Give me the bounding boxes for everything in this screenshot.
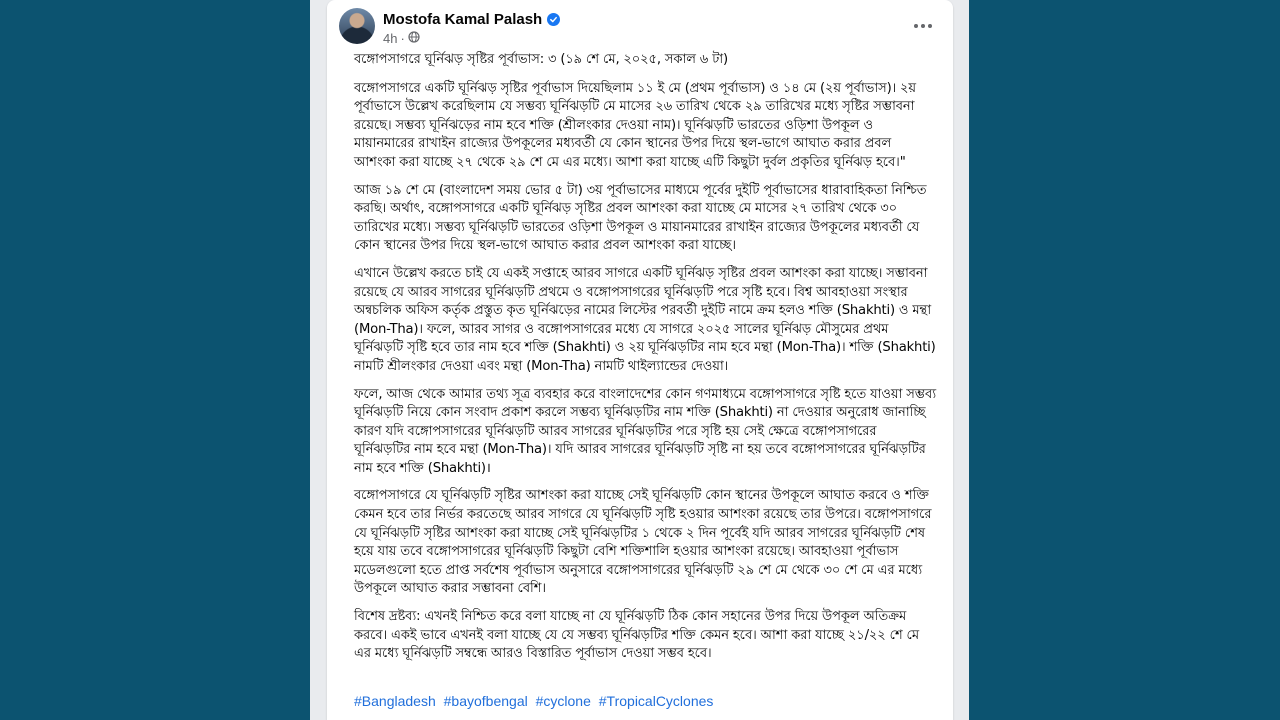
hashtag-link[interactable]: #bayofbengal xyxy=(443,693,528,709)
post-paragraph: আজ ১৯ শে মে (বাংলাদেশ সময় ভোর ৫ টা) ৩য় পূর্বাভাসের মাধ্যমে পূর্বের দুইটি পূর্বাভাসের ধারাবাহিকতা নিশ্চিত করছি। অর্থাৎ, বঙ্গোপসাগরে একটি ঘূর্নিঝড় সৃষ্টির প্রবল আশংকা করা যাচ্ছে মে মাসের ২৭ তারিখ থেকে ৩০ তারিখের মধ্যে। সম্ভব্য ঘূর্নিঝড়টি ভারতের ওড়িশা উপকূল ও মায়ানমারের রাখাইন রাজ্যের উপকূলের মধ্যবর্তী যে কোন স্থানের উপর দিয়ে স্থল-ভাগে আঘাত করার প্রবল আশংকা করা যাচ্ছে। xyxy=(354,182,927,254)
post-paragraph: বঙ্গোপসাগরে একটি ঘূর্নিঝড় সৃষ্টির পূর্বাভাস দিয়েছিলাম ১১ ই মে (প্রথম পূর্বাভাস) ও ১৪ মে (২য় পূর্বাভাস)। ২য় পূর্বাভাসে উল্লেখ করেছিলাম যে সম্ভব্য ঘূর্নিঝড়টি মে মাসের ২৬ তারিখ থেকে ২৯ তারিখের মধ্যে সৃষ্টির সম্ভাবনা রয়েছে। সম্ভব্য ঘূর্নিঝড়ের নাম হবে শক্তি (শ্রীলংকার দেওয়া নাম)। ঘূর্নিঝড়টি ভারতের ওড়িশা উপকূল ও মায়ানমারের রাখাইন রাজ্যের উপকূলের মধ্যবর্তী যে কোন স্থানের উপর দিয়ে স্থল-ভাগে আঘাত করার প্রবল আশংকা করা যাচ্ছে ২৭ থেকে ২৯ শে মে এর মধ্যে। আশা করা যাচ্ছে এটি কিছুটা দুর্বল প্রকৃতির ঘূর্নিঝড় হবে।" xyxy=(354,80,916,170)
meta-separator: · xyxy=(400,31,405,46)
post-paragraph: এখানে উল্লেখ করতে চাই যে একই সপ্তাহে আরব সাগরে একটি ঘূর্নিঝড় সৃষ্টির প্রবল আশংকা করা যাচ্ছে। সম্ভাবনা রয়েছে যে আরব সাগরের ঘূর্নিঝড়টি প্রথমে ও বঙ্গোপসাগরের ঘূর্নিঝড়টি পরে সৃষ্টি হবে। বিশ্ব আবহাওয়া সংস্থার অন্বচলিক অফিস কর্তৃক প্রস্তুত কৃত ঘূর্নিঝড়ের নামের লিস্টের পরবর্তী দুইটি নামে ক্রম হলও শক্তি (Shakhti) ও মন্থা (Mon-Tha)। ফলে, আরব সাগর ও বঙ্গোপসাগরের মধ্যে যে সাগরে ২০২৫ সালের ঘূর্নিঝড় মৌসুমের প্রথম ঘূর্নিঝড়টি সৃষ্টি হবে তার নাম হবে শক্তি (Shakhti) ও ২য় ঘূর্নিঝড়টির নাম হবে মন্থা (Mon-Tha)। শক্তি (Shakhti) নামটি শ্রীলংকার দেওয়া এবং মন্থা (Mon-Tha) নামটি থাইল্যান্ডের দেওয়া। xyxy=(354,265,936,374)
hashtag-row xyxy=(354,693,717,709)
post-meta xyxy=(383,31,420,46)
post-time[interactable]: 4h xyxy=(383,31,398,46)
hashtag-link[interactable]: #TropicalCyclones xyxy=(598,693,714,709)
post-paragraph: বঙ্গোপসাগরে যে ঘূর্নিঝড়টি সৃষ্টির আশংকা করা যাচ্ছে সেই ঘূর্নিঝড়টি কোন স্থানের উপকূলে আঘাত করবে ও শক্তি কেমন হবে তার নির্ভর করতেছে আরব সাগরে যে ঘূর্নিঝড়টি সৃষ্টি হওয়ার আশংকা রয়েছে তার উপরে। বঙ্গোপসাগরে যে ঘূর্নিঝড়টি সৃষ্টির আশংকা করা যাচ্ছে সেই ঘূর্নিঝড়টির ১ থেকে ২ দিন পূর্বেই যদি আরব সাগরের ঘূর্নিঝড়টি শেষ হয়ে যায় তবে বঙ্গোপসাগরের ঘূর্নিঝড়টি কিছুটা বেশি শক্তিশালি হওয়ার আশংকা রয়েছে। আবহাওয়া পূর্বাভাস মডেলগুলো হতে প্রাপ্ত সর্বশেষ পূর্বাভাস অনুসারে বঙ্গোপসাগরের ঘূর্নিঝড়টি ২৯ শে মে থেকে ৩০ শে মে এর মধ্যে উপকূলে আঘাত করার সম্ভাবনা বেশি। xyxy=(354,488,932,597)
author-name[interactable]: Mostofa Kamal Palash xyxy=(383,10,543,28)
post-body xyxy=(354,51,936,673)
hashtag-link[interactable]: #cyclone xyxy=(535,693,591,709)
post-paragraph: ফলে, আজ থেকে আমার তথ্য সূত্র ব্যবহার করে বাংলাদেশের কোন গণমাধ্যমে বঙ্গোপসাগরে সৃষ্টি হতে যাওয়া সম্ভব্য ঘূর্নিঝড়টি নিয়ে কোন সংবাদ প্রকাশ করলে সম্ভব্য ঘূর্নিঝড়টির নাম শক্তি (Shakhti) না দেওয়ার অনুরোধ জানাচ্ছি কারণ যদি বঙ্গোপসাগরের ঘূর্নিঝড়টি আরব সাগরের ঘূর্নিঝড়টির পরে সৃষ্টি হয় সেই ক্ষেত্রে বঙ্গোপসাগরের ঘূর্নিঝড়টির নাম হবে মন্থা (Mon-Tha)। যদি আরব সাগরের ঘূর্নিঝড়টি সৃষ্টি না হয় তবে বঙ্গোপসাগরের ঘূর্নিঝড়টির নাম হবে শক্তি (Shakhti)। xyxy=(354,386,936,476)
post-title: বঙ্গোপসাগরে ঘূর্নিঝড় সৃষ্টির পূর্বাভাস: ৩ (১৯ শে মে, ২০২৫, সকাল ৬ টা) xyxy=(354,52,728,67)
post-header xyxy=(339,8,939,50)
post-paragraph: বিশেষ দ্রষ্টব্য: এখনই নিশ্চিত করে বলা যাচ্ছে না যে ঘূর্নিঝড়টি ঠিক কোন সহানের উপর দিয়ে উপকূল অতিক্রম করবে। একই ভাবে এখনই বলা যাচ্ছে যে যে সম্ভব্য ঘূর্নিঝড়টির শক্তি কেমন হবে। আশা করা যাচ্ছে ২১/২২ শে মে এর মধ্যে ঘূর্নিঝড়টি সম্বন্ধে আরও বিস্তারিত পূর্বাভাস দেওয়া সম্ভব হবে। xyxy=(354,609,920,662)
hashtag-link[interactable]: #Bangladesh xyxy=(354,693,436,709)
author-row xyxy=(383,10,560,28)
more-options-icon[interactable] xyxy=(907,12,939,40)
verified-badge-icon xyxy=(547,13,560,26)
post-card xyxy=(327,0,953,720)
globe-icon[interactable] xyxy=(408,31,420,46)
author-avatar[interactable] xyxy=(339,8,375,44)
feed-column xyxy=(310,0,969,720)
